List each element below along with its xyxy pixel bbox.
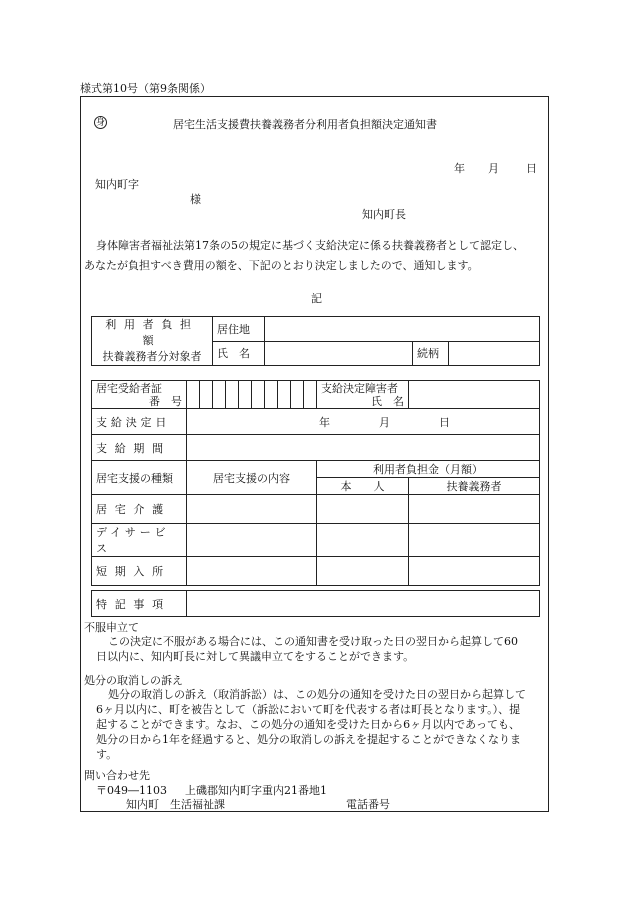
disabled-name-value xyxy=(409,381,540,409)
date-month: 月 xyxy=(488,162,499,175)
cert-digit-cell xyxy=(252,381,265,409)
cert-digit-cell xyxy=(226,381,239,409)
body-seal-mark: 身 xyxy=(95,118,105,128)
cert-digit-cell xyxy=(239,381,252,409)
period-value xyxy=(187,435,540,461)
contact-postal: 〒049―1103 xyxy=(96,784,167,797)
service-row-self xyxy=(317,524,409,557)
recipient-town: 知内町字 xyxy=(95,178,139,191)
contact-address: 上磯郡知内町字重内21番地1 xyxy=(185,784,327,797)
remarks-label: 特記事項 xyxy=(92,591,187,617)
lawsuit-line3: 起することができます。なお、この処分の通知を受けた日から6ヶ月以内であっても、 xyxy=(96,718,521,731)
relation-value xyxy=(449,341,540,366)
service-row-supporter xyxy=(409,557,540,586)
period-label: 支給期間 xyxy=(92,435,187,461)
objection-heading: 不服申立て xyxy=(84,621,139,634)
body-text-line2: あなたが負担すべき費用の額を、下記のとおり決定しましたので、通知します。 xyxy=(84,259,479,272)
cert-digit-cell xyxy=(278,381,291,409)
cert-digit-cell xyxy=(187,381,200,409)
burden-header: 利用者負担金（月額） xyxy=(317,461,540,478)
service-row-supporter xyxy=(409,524,540,557)
body-text-line1: 身体障害者福祉法第17条の5の規定に基づく支給決定に係る扶養義務者として認定し、 xyxy=(96,239,524,252)
contact-phone-label: 電話番号 xyxy=(346,798,390,811)
relation-label: 続柄 xyxy=(413,341,449,366)
service-row-supporter xyxy=(409,495,540,524)
recipient-sama: 様 xyxy=(190,193,201,206)
address-label: 居住地 xyxy=(213,317,265,342)
lawsuit-line1: 処分の取消しの訴え（取消訴訟）は、この処分の通知を受けた日の翌日から起算して xyxy=(108,688,526,701)
cert-digit-cell xyxy=(304,381,317,409)
service-type-header: 居宅支援の種類 xyxy=(92,461,187,495)
decision-date-label: 支給決定日 xyxy=(92,409,187,435)
lawsuit-line2: 6ヶ月以内に、町を被告として（訴訟において町を代表する者は町長となります。）、提 xyxy=(96,703,521,716)
contact-dept: 知内町 生活福祉課 xyxy=(126,798,225,811)
form-number: 様式第10号（第9条関係） xyxy=(80,82,211,95)
issuer-name: 知内町長 xyxy=(362,208,406,221)
remarks-table xyxy=(91,590,540,617)
burden-self-header: 本 人 xyxy=(317,478,409,495)
cert-digit-cell xyxy=(213,381,226,409)
burden-target-table xyxy=(91,316,540,366)
address-value xyxy=(265,317,540,342)
burden-supporter-header: 扶養義務者 xyxy=(409,478,540,495)
contact-heading: 問い合わせ先 xyxy=(84,769,150,782)
service-row-label: デイサービス xyxy=(92,524,187,557)
objection-line1: この決定に不服がある場合には、この通知書を受け取った日の翌日から起算して60 xyxy=(108,635,518,648)
service-row-self xyxy=(317,495,409,524)
service-row-label: 居宅介護 xyxy=(92,495,187,524)
name-label: 氏 名 xyxy=(213,341,265,366)
cert-number-label: 居宅受給者証 番 号 xyxy=(92,381,187,409)
date-year: 年 xyxy=(454,162,465,175)
cert-digit-cell xyxy=(200,381,213,409)
date-day: 日 xyxy=(526,162,537,175)
service-row-self xyxy=(317,557,409,586)
lawsuit-heading: 処分の取消しの訴え xyxy=(84,674,183,687)
burden-target-header: 利用者負担額 扶養義務者分対象者 xyxy=(92,317,213,366)
remarks-value xyxy=(187,591,540,617)
service-content-header: 居宅支援の内容 xyxy=(187,461,317,495)
cert-digit-cell xyxy=(291,381,304,409)
service-row-content xyxy=(187,557,317,586)
service-row-label: 短期入所 xyxy=(92,557,187,586)
document-title: 居宅生活支援費扶養義務者分利用者負担額決定通知書 xyxy=(173,118,437,131)
ki-heading: 記 xyxy=(311,292,322,305)
lawsuit-line5: す。 xyxy=(96,748,118,761)
disabled-name-label: 支給決定障害者 氏 名 xyxy=(317,381,409,409)
lawsuit-line4: 処分の日から1年を経過すると、処分の取消しの訴えを提起することができなくなりま xyxy=(96,733,521,746)
service-table xyxy=(91,380,540,586)
decision-date-value: 年 月 日 xyxy=(187,409,540,435)
cert-digit-cell xyxy=(265,381,278,409)
name-value xyxy=(265,341,413,366)
service-row-content xyxy=(187,495,317,524)
objection-line2: 日以内に、知内町長に対して異議申立てをすることができます。 xyxy=(96,650,415,663)
service-row-content xyxy=(187,524,317,557)
